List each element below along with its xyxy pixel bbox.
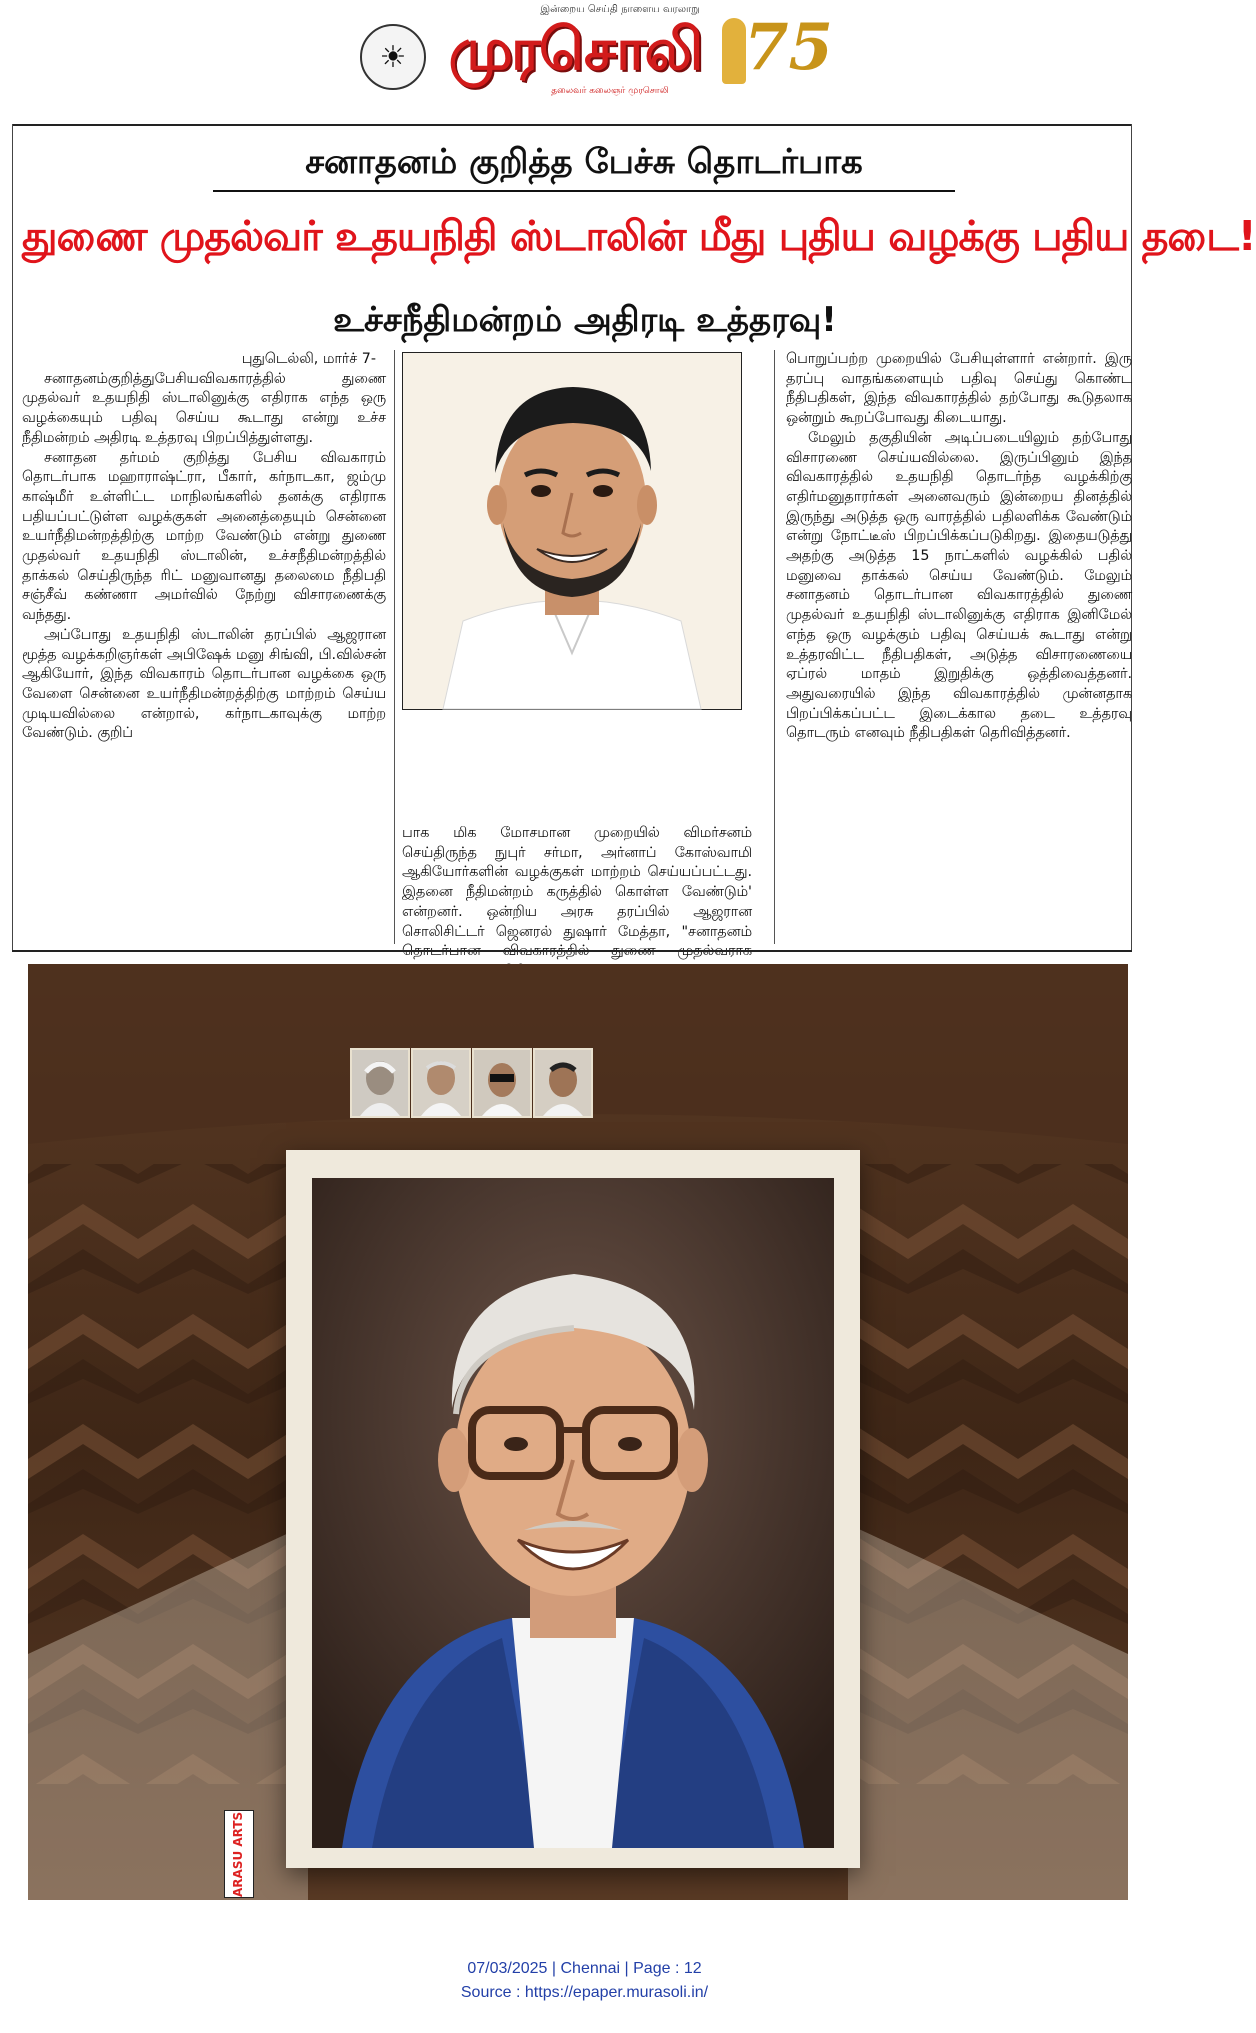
- article-paragraph: பாக மிக மோசமான முறையில் விமர்சனம் செய்திருந்த நுபுர் சர்மா, அர்னாப் கோஸ்வாமி ஆகியோர்களின் வழக்குகள் மாற்றம் செய்யப்பட்டது. இதனை நீதிமன்றம் கருத்தில் கொள்ள வேண்டும்' என்றனர். ஒன்றிய அரசு தரப்பில் ஆஜரான சொலிசிட்டர் ஜெனரல் துஷார் மேத்தா, "சனாதனம்: [402, 825, 752, 940]
- anniversary-number: 75: [744, 10, 834, 85]
- article-paragraph: பொறுப்பற்ற முறையில் பேசியுள்ளார் என்றார். இரு தரப்பு வாதங்களையும் பதிவு செய்து கொண்ட நீதிபதிகள், இந்த விவகாரத்தில் தற்போது கூடுதலாக ஒன்றும் கூறப்போவது கிடையாது.: [786, 351, 1132, 427]
- column-separator: [774, 350, 775, 944]
- article-column-2: [402, 824, 752, 944]
- article-paragraph: அப்போது உதயநிதி ஸ்டாலின் தரப்பில் ஆஜரான மூத்த வழக்கறிஞர்கள் அபிஷேக் மனு சிங்வி, பி.வில்சன் ஆகியோர், இந்த விவகாரம் தொடர்பான வழக்கை ஒரு வேளை சென்னை உயர்நீதிமன்றத்திற்கு மாற்றம் செய்ய முடியவில்லை என்றால், கர்நாடகாவுக்கு மாற்ற வேண்டும். குறிப்: [22, 626, 386, 742]
- ad-bottom-strip: [28, 1900, 1128, 1928]
- footer-issue-info: 07/03/2025 | Chennai | Page : 12: [467, 1960, 702, 1977]
- top-rule: [12, 124, 1132, 126]
- masthead-tagline: இன்றைய செய்தி நாளைய வரலாறு: [540, 4, 700, 15]
- article-column-1: [22, 350, 386, 940]
- portrait-illustration: [403, 353, 741, 709]
- artist-credit: ARASU ARTS: [224, 1810, 254, 1898]
- leader-thumbnail-1: [350, 1048, 410, 1118]
- article-photo: [402, 352, 742, 710]
- article-paragraph: சனாதன தர்மம் குறித்து பேசிய விவகாரம் தொடர்பாக மஹாராஷ்ட்ரா, பீகார், கர்நாடகா, ஜம்மு காஷ்மீர் உள்ளிட்ட மாநிலங்களில் தனக்கு எதிராக பதியப்பட்டுள்ள வழக்குகள் அனைத்தையும் சென்னை உயர்நீதிமன்றத்திற்கு மாற்ற வேண்டும் என்று துணை முதல்வர் உதயநிதி ஸ்டாலின், உச்சநீதிமன்றத்தில் தாக்கல் செய்திருந்த ரிட் மனுவானது தலைமை நீதிபதி சஞ்சீவ் கண்ணா அமர்வில் நேற்று விசாரணைக்கு வந்தது.: [22, 449, 386, 624]
- leader-thumbnail-4: [533, 1048, 593, 1118]
- footer-source[interactable]: Source : https://epaper.murasoli.in/: [460, 1984, 709, 2001]
- portrait-frame: [286, 1150, 860, 1868]
- leader-thumbnail-3: [472, 1048, 532, 1118]
- tribute-portrait: [312, 1178, 834, 1848]
- article-bottom-rule: [12, 950, 1132, 952]
- masthead: [0, 0, 1169, 112]
- leader-thumbnail-2: [411, 1048, 471, 1118]
- newspaper-logo: முரசொலி: [448, 15, 702, 83]
- logo-subtitle: தலைவர் கலைஞர் முரசொலி: [551, 86, 669, 96]
- article-column-3: [786, 350, 1132, 940]
- column-separator: [394, 350, 395, 944]
- tribute-advertisement: [28, 964, 1128, 1928]
- article-subhead: உச்சநீதிமன்றம் அதிரடி உத்தரவு!: [333, 300, 837, 340]
- article-dateline: புதுடெல்லி, மார்ச் 7-: [241, 351, 376, 367]
- article-kicker: சனாதனம் குறித்த பேச்சு தொடர்பாக: [305, 142, 863, 182]
- anniversary-figure-icon: [722, 18, 746, 84]
- article-paragraph: மேலும் தகுதியின் அடிப்படையிலும் தற்போது விசாரணை செய்யவில்லை. இருப்பினும் இந்த விவகாரத்தில் உதயநிதி தொடர்ந்த வழக்கிற்கு எதிர்மனுதாரர்கள் அனைவரும் இன்றைய தினத்தில் இருந்து அடுத்த ஒரு வாரத்தில் பதிலளிக்க வேண்டும் என்று நோட்டீஸ் பிறப்பிக்கப்படுகிறது. இதையடுத்து அதற்கு அடுத்த 15 நாட்களில் வழக்கில் பதில் மனுவை தாக்கல் செய்ய வேண்டும். மேலும் சனாதனம் தொடர்பான விவகாரத்தில் துணை முதல்வர் உதயநிதி ஸ்டாலினுக்கு எதிராக இனிமேல் எந்த ஒரு வழக்கும் பதிவு செய்யக் கூடாது என்று உத்தரவிட்ட நீதிபதிகள், அடுத்த விசாரணையை ஏப்ரல் மாதம் இறுதிக்கு ஒத்திவைத்தனர். அதுவரையில் இந்த விவகாரத்தில் முன்னதாக பிறப்பிக்கப்பட்ட இடைக்கால தடை உத்தரவு தொடரும் எனவும் நீதிபதிகள் தெரிவித்தனர்.: [786, 429, 1132, 742]
- left-border: [12, 124, 13, 950]
- kicker-underline: [213, 190, 955, 192]
- anniversary-badge: [722, 8, 834, 94]
- article-paragraph: சனாதனம்குறித்துபேசியவிவகாரத்தில் துணை முதல்வர் உதயநிதி ஸ்டாலினுக்கு எதிராக எந்த ஒரு வழக்கையும் பதிவு செய்ய கூடாது என்று உச்ச நீதிமன்றம் அதிரடி உத்தரவு பிறப்பித்துள்ளது.: [22, 370, 386, 446]
- article-headline: துணை முதல்வர் உதயநிதி ஸ்டாலின் மீது புதிய வழக்கு பதிய தடை!: [22, 212, 1256, 260]
- rising-sun-emblem-icon: ☀: [360, 24, 426, 90]
